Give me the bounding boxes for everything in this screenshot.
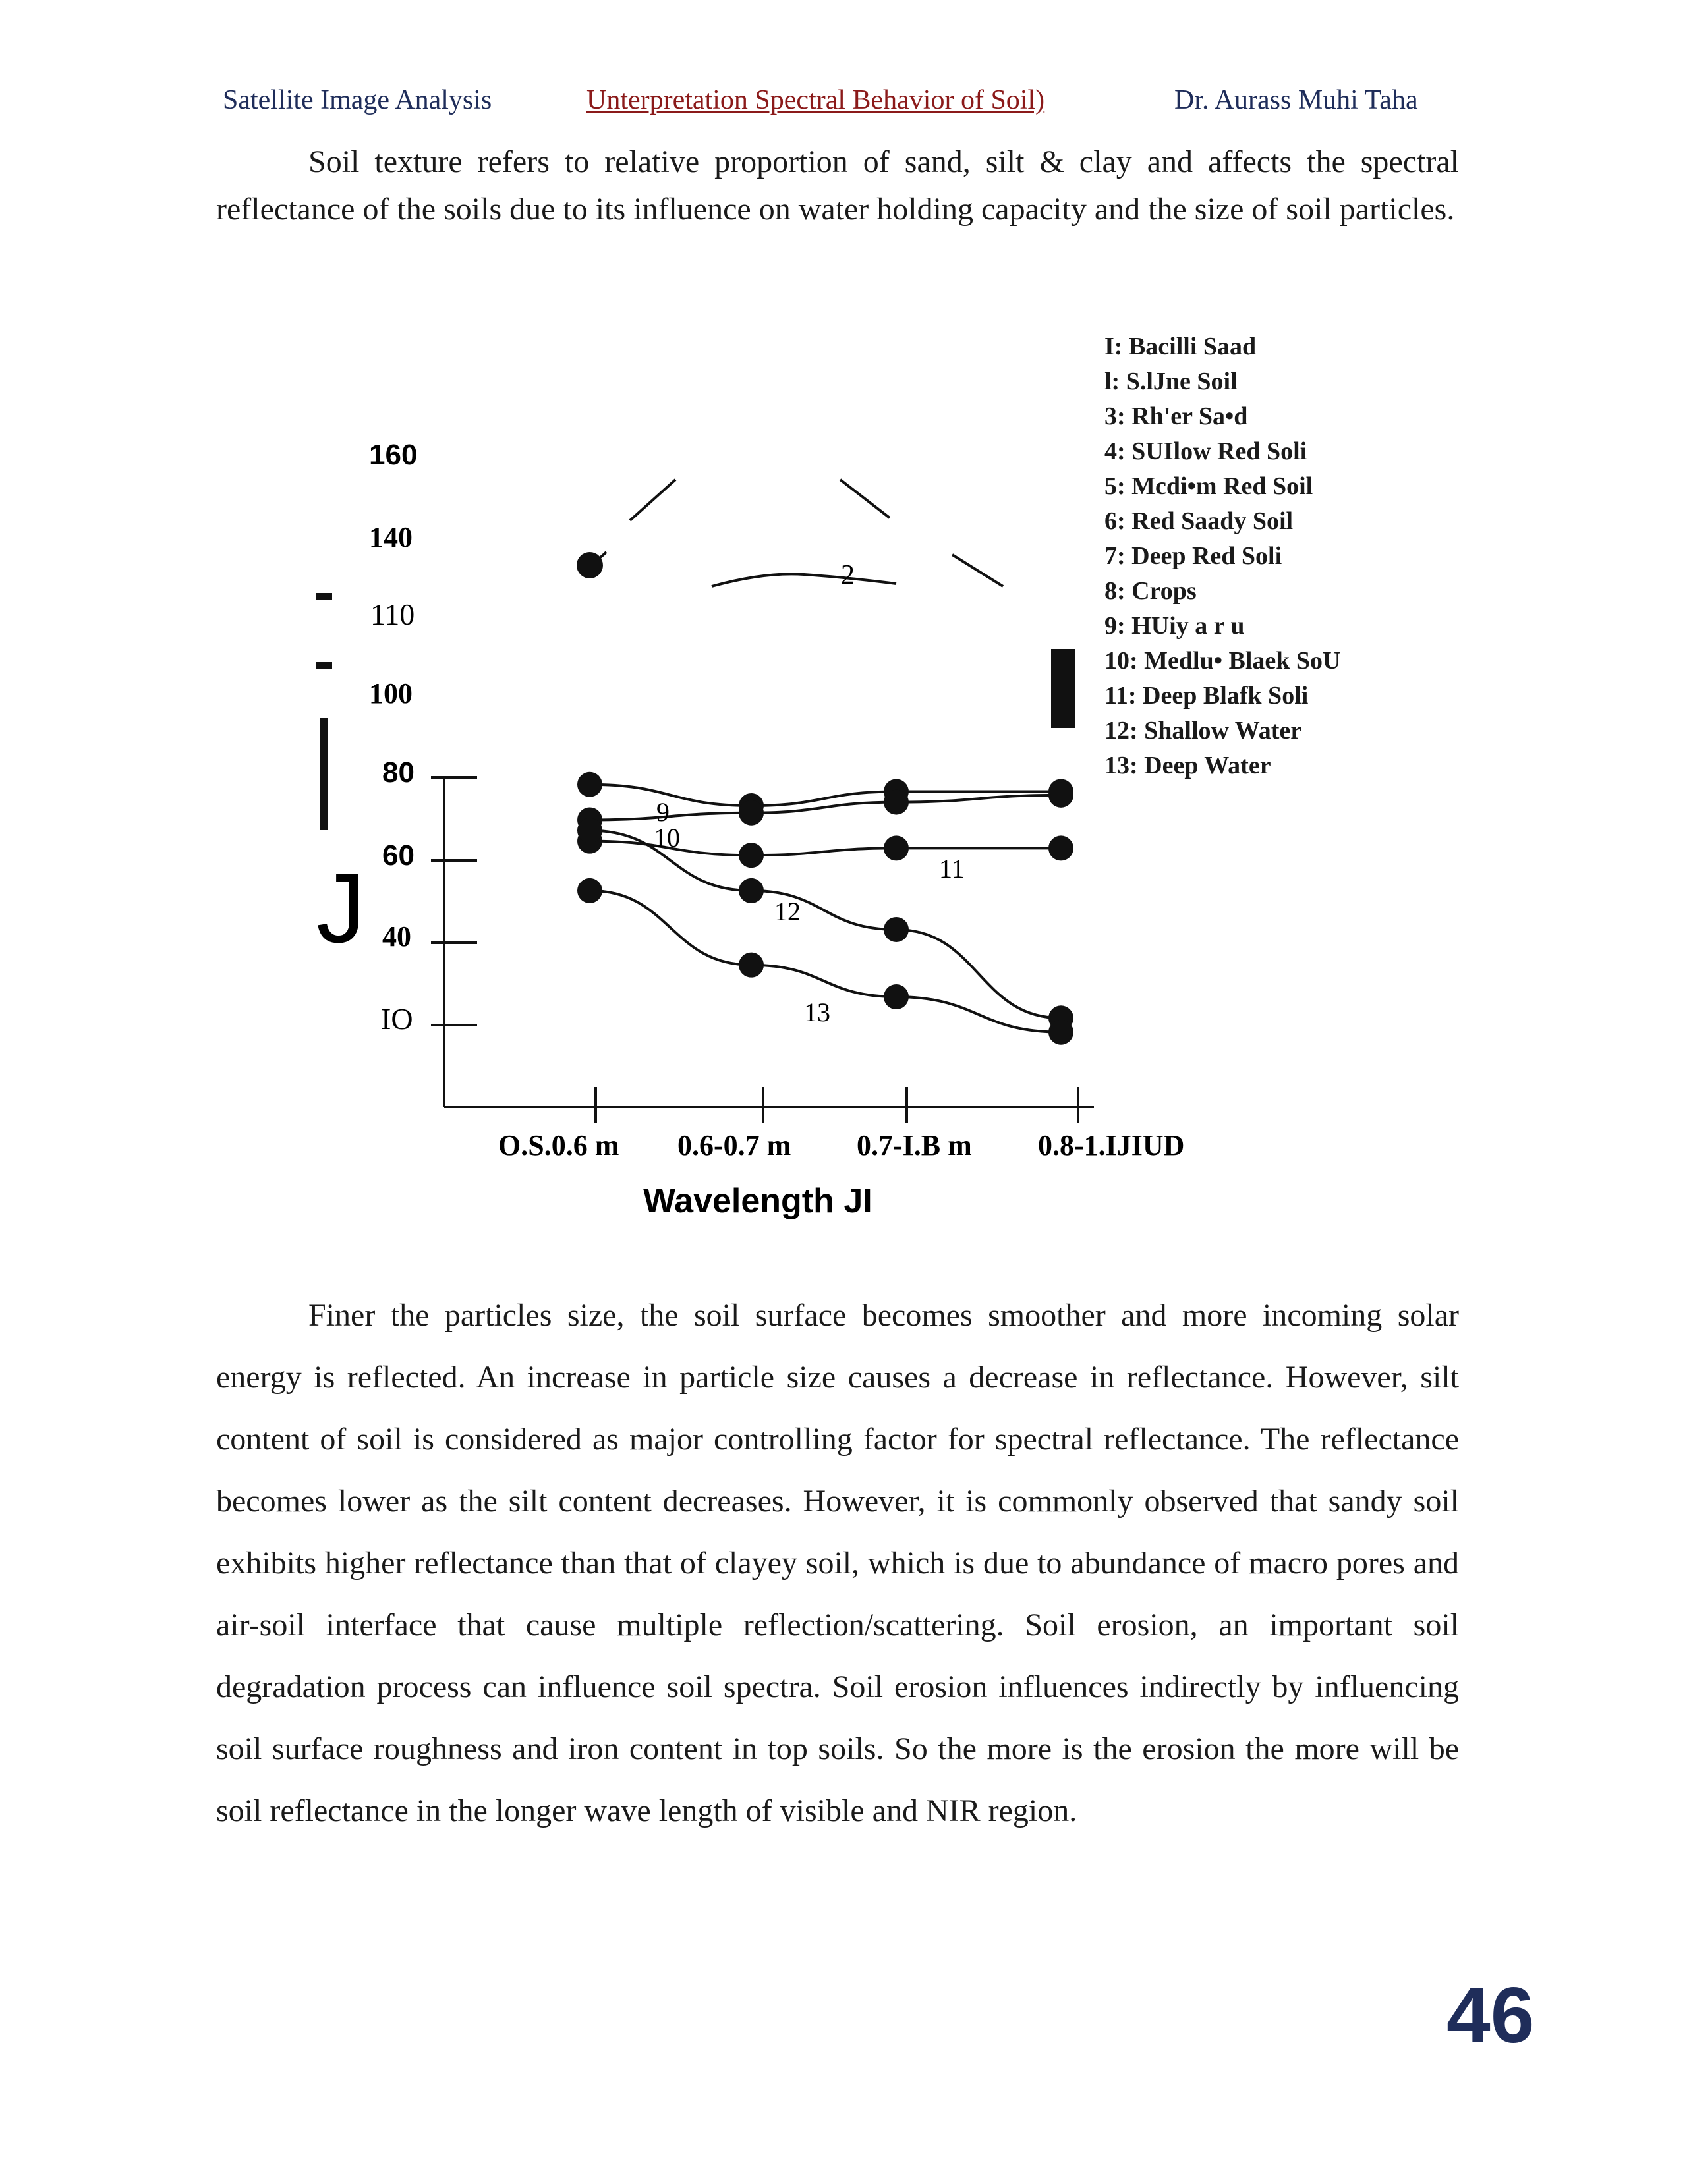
intro-paragraph-text: Soil texture refers to relative proportion of sand, silt & clay and affects the spectral reflectance of the soils due to its influence on water holding capacity and the size of soil particles.	[216, 144, 1459, 227]
y-axis-glyph-bar	[320, 718, 328, 830]
curve-fragment	[840, 480, 890, 518]
y-tick-label: 80	[382, 756, 415, 789]
data-point	[577, 552, 603, 578]
data-point	[739, 843, 764, 868]
y-axis-glyph-dash	[316, 593, 332, 600]
y-tick-label: 60	[382, 839, 415, 872]
y-tick-label: IO	[381, 1002, 413, 1036]
data-point	[577, 878, 602, 903]
legend-item: 9: HUiy a r u	[1104, 612, 1245, 640]
data-point	[739, 800, 764, 826]
data-point	[739, 953, 764, 978]
x-tick-label: 0.7-I.B m	[857, 1129, 972, 1162]
page-header	[0, 84, 1687, 130]
curve-label: 10	[654, 823, 680, 853]
curve-fragment	[712, 574, 896, 586]
curve-label: 9	[656, 797, 670, 827]
y-tick-label: 110	[370, 598, 415, 631]
data-point	[1048, 835, 1073, 860]
data-point	[577, 772, 602, 797]
data-point	[1048, 1020, 1073, 1045]
intro-paragraph	[216, 138, 1459, 233]
legend-item: 8: Crops	[1104, 577, 1197, 605]
x-tick-label: 0.6-0.7 m	[677, 1129, 791, 1162]
header-author: Dr. Aurass Muhi Taha	[1174, 85, 1418, 115]
data-point	[884, 917, 909, 942]
data-point	[884, 984, 909, 1009]
legend-item: 10: Medlu• Blaek SoU	[1104, 647, 1341, 675]
y-tick-label: 160	[369, 439, 418, 471]
curve-label: 2	[841, 560, 855, 590]
legend-item: 3: Rh'er Sa•d	[1104, 403, 1248, 430]
y-tick-label: 140	[369, 521, 413, 553]
legend-item: l: S.lJne Soil	[1104, 368, 1238, 395]
legend-item: 12: Shallow Water	[1104, 717, 1302, 744]
curve-fragment	[952, 555, 1003, 586]
closing-paragraph-text: Finer the particles size, the soil surface becomes smoother and more incoming solar energy is reflected. An increase in particle size causes a decrease in reflectance. However, silt content of soil is considered as major controlling factor for spectral reflectance. The reflectance becomes lower as the silt content decreases. However, it is commonly observed that sandy soil exhibits higher reflectance than that of clayey soil, which is due to abundance of macro pores and air-soil interface that cause multiple reflection/scattering. Soil erosion, an important soil degradation process can influence soil spectra. Soil erosion influences indirectly by influencing soil surface roughness and iron content in top soils. So the more is the erosion the more will be soil reflectance in the longer wave length of visible and NIR region.	[216, 1298, 1459, 1828]
legend-item: 5: Mcdi•m Red Soil	[1104, 472, 1313, 500]
data-point	[884, 790, 909, 815]
legend-item: I: Bacilli Saad	[1104, 333, 1257, 360]
curve-label: 11	[939, 854, 965, 883]
legend-bar	[1051, 649, 1075, 728]
curve-label: 13	[804, 997, 830, 1027]
header-course-title: Satellite Image Analysis	[223, 85, 492, 115]
legend-item: 11: Deep Blafk Soli	[1104, 682, 1309, 710]
data-point	[884, 835, 909, 860]
legend-item: 6: Red Saady Soil	[1104, 507, 1294, 535]
y-tick-label: 100	[369, 677, 413, 710]
legend-item: 4: SUIlow Red Soli	[1104, 437, 1307, 465]
curve-fragment	[630, 480, 675, 520]
x-axis-title: Wavelength JI	[643, 1182, 872, 1220]
x-tick-label: O.S.0.6 m	[498, 1129, 619, 1162]
legend-item: 7: Deep Red Soli	[1104, 542, 1282, 570]
data-point	[1048, 783, 1073, 808]
closing-paragraph	[216, 1285, 1459, 1842]
page-number: 46	[1446, 1971, 1535, 2059]
y-axis-glyph: J	[316, 853, 366, 963]
x-tick-label: 0.8-1.IJIUD	[1038, 1129, 1185, 1162]
header-chapter-title: Unterpretation Spectral Behavior of Soil)	[586, 85, 1045, 115]
chart-legend	[1104, 329, 1447, 783]
series-line	[590, 831, 1061, 1019]
y-axis-glyph-dash	[316, 662, 332, 669]
data-point	[739, 878, 764, 903]
data-point	[577, 818, 602, 843]
legend-item: 13: Deep Water	[1104, 752, 1271, 779]
y-tick-label: 40	[382, 920, 411, 953]
curve-label: 12	[774, 897, 801, 926]
